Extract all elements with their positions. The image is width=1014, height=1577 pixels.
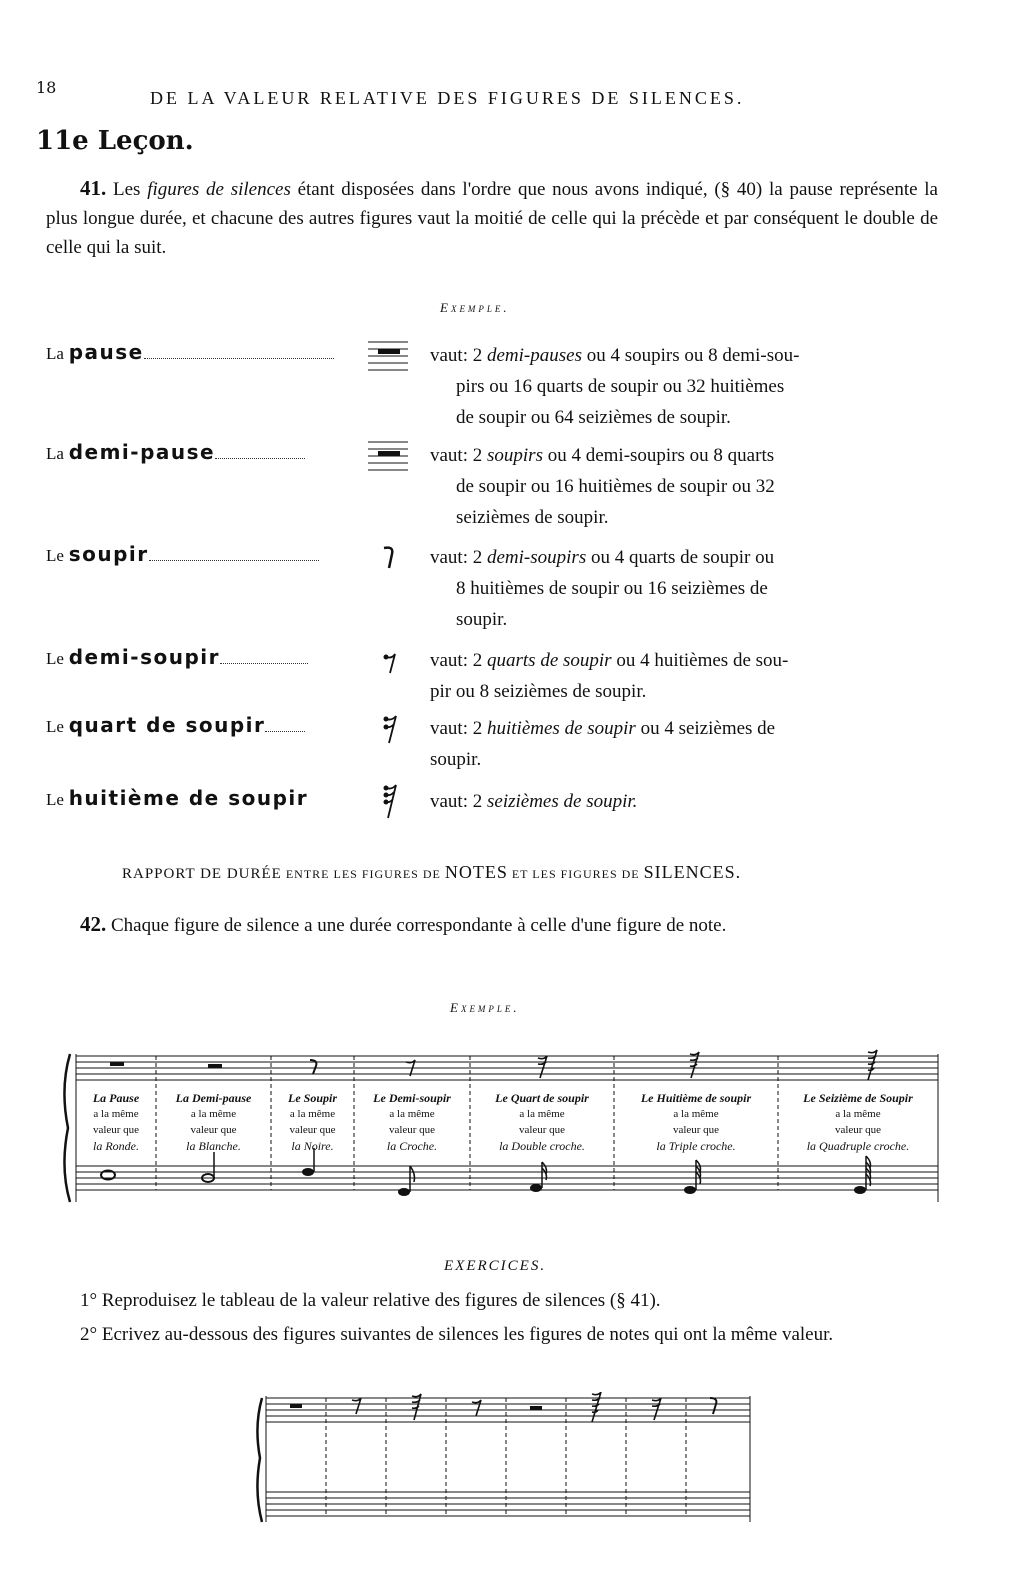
demi-pause-rest-icon: [208, 1064, 222, 1068]
paragraph-text: Chaque figure de silence a une durée correspondante à celle d'une figure de note.: [111, 915, 727, 936]
triple-croche-note-icon: [684, 1160, 701, 1194]
staff-cell: Le Huitième de soupir a la même valeur que la Triple croche.: [640, 1091, 752, 1153]
rest-value: vaut: 2 seizièmes de soupir.: [430, 791, 638, 812]
staff-cell: La Pause a la même valeur que la Ronde.: [92, 1091, 140, 1153]
paragraph-41: [46, 174, 938, 262]
rest-value: vaut: 2 quarts de soupir ou 4 huitièmes de sou- pir ou 8 seizièmes de soupir.: [430, 650, 789, 702]
running-head: DE LA VALEUR RELATIVE DES FIGURES DE SILENCES.: [150, 88, 745, 108]
rest-name: Le demi-soupir: [46, 645, 308, 670]
exemple-label-2: Exemple.: [450, 1000, 520, 1015]
quart-de-soupir-rest-icon: [538, 1056, 547, 1078]
rest-name: Le soupir: [46, 542, 319, 567]
rest-name: La pause: [46, 340, 334, 365]
paragraph-text: Les: [113, 179, 148, 200]
staff-cell: Le Quart de soupir a la même valeur que la Double croche.: [495, 1091, 589, 1153]
staff-cell: La Demi-pause a la même valeur que la Blanche.: [175, 1091, 252, 1153]
paragraph-number: 41.: [80, 176, 107, 200]
exercise-2: 2° Ecrivez au-dessous des figures suivantes de silences les figures de notes qui ont la même valeur.: [80, 1324, 834, 1345]
paragraph-42: [46, 910, 938, 940]
exercise-1: 1° Reproduisez le tableau de la valeur relative des figures de silences (§ 41).: [80, 1290, 661, 1311]
huitieme-de-soupir-rest-icon: [364, 782, 414, 822]
staff-cell: Le Seizième de Soupir a la même valeur que la Quadruple croche.: [803, 1091, 913, 1153]
seizieme-de-soupir-rest-icon: [868, 1050, 877, 1080]
paragraph-number: 42.: [80, 912, 107, 936]
exercise-staff: [254, 1392, 754, 1528]
staff-cell: Le Demi-soupir a la même valeur que la Croche.: [373, 1091, 451, 1153]
exemple-label: Exemple.: [440, 300, 510, 315]
lesson-title: 11e Leçon.: [36, 126, 194, 156]
demi-soupir-rest-icon: [364, 641, 414, 681]
soupir-rest-icon: [364, 538, 414, 578]
quadruple-croche-note-icon: [854, 1156, 871, 1194]
quart-de-soupir-rest-icon: [364, 709, 414, 749]
pause-rest-icon: [110, 1062, 124, 1066]
rest-value: vaut: 2 demi-pauses ou 4 soupirs ou 8 demi-sou- pirs ou 16 quarts de soupir ou 32 huitièmes de soupir ou 64 seizièmes de soupir.: [430, 345, 800, 428]
demi-pause-rest-icon: [364, 436, 414, 476]
rest-name: La demi-pause: [46, 440, 305, 465]
paragraph-text: étant disposées dans l'ordre que nous avons indiqué, (§ 40) la pause représente la plus longue durée, et chacune des autres figures vaut la moitié de celle qui la précède et par conséquent le double de celle qui la suit.: [46, 179, 938, 258]
page-number: 18: [36, 78, 57, 97]
rest-value: vaut: 2 huitièmes de soupir ou 4 seizièmes de soupir.: [430, 718, 776, 770]
section-heading: RAPPORT DE DURÉE ENTRE LES FIGURES DE NOTES ET LES FIGURES DE SILENCES.: [122, 862, 742, 882]
rest-name: Le quart de soupir: [46, 713, 305, 738]
staff-example: [58, 1048, 942, 1208]
pause-rest-icon: [364, 336, 414, 376]
staff-cell: Le Soupir a la même valeur que la Noire.: [287, 1091, 337, 1153]
exercices-title: EXERCICES.: [444, 1258, 547, 1274]
rest-name: Le huitième de soupir: [46, 786, 309, 810]
rest-value: vaut: 2 soupirs ou 4 demi-soupirs ou 8 quarts de soupir ou 16 huitièmes de soupir ou 32 seizièmes de soupir.: [430, 445, 775, 528]
croche-note-icon: [398, 1166, 415, 1196]
rest-value: vaut: 2 demi-soupirs ou 4 quarts de soupir ou 8 huitièmes de soupir ou 16 seizièmes de soupir.: [430, 547, 775, 630]
paragraph-italic: figures de silences: [147, 179, 291, 200]
